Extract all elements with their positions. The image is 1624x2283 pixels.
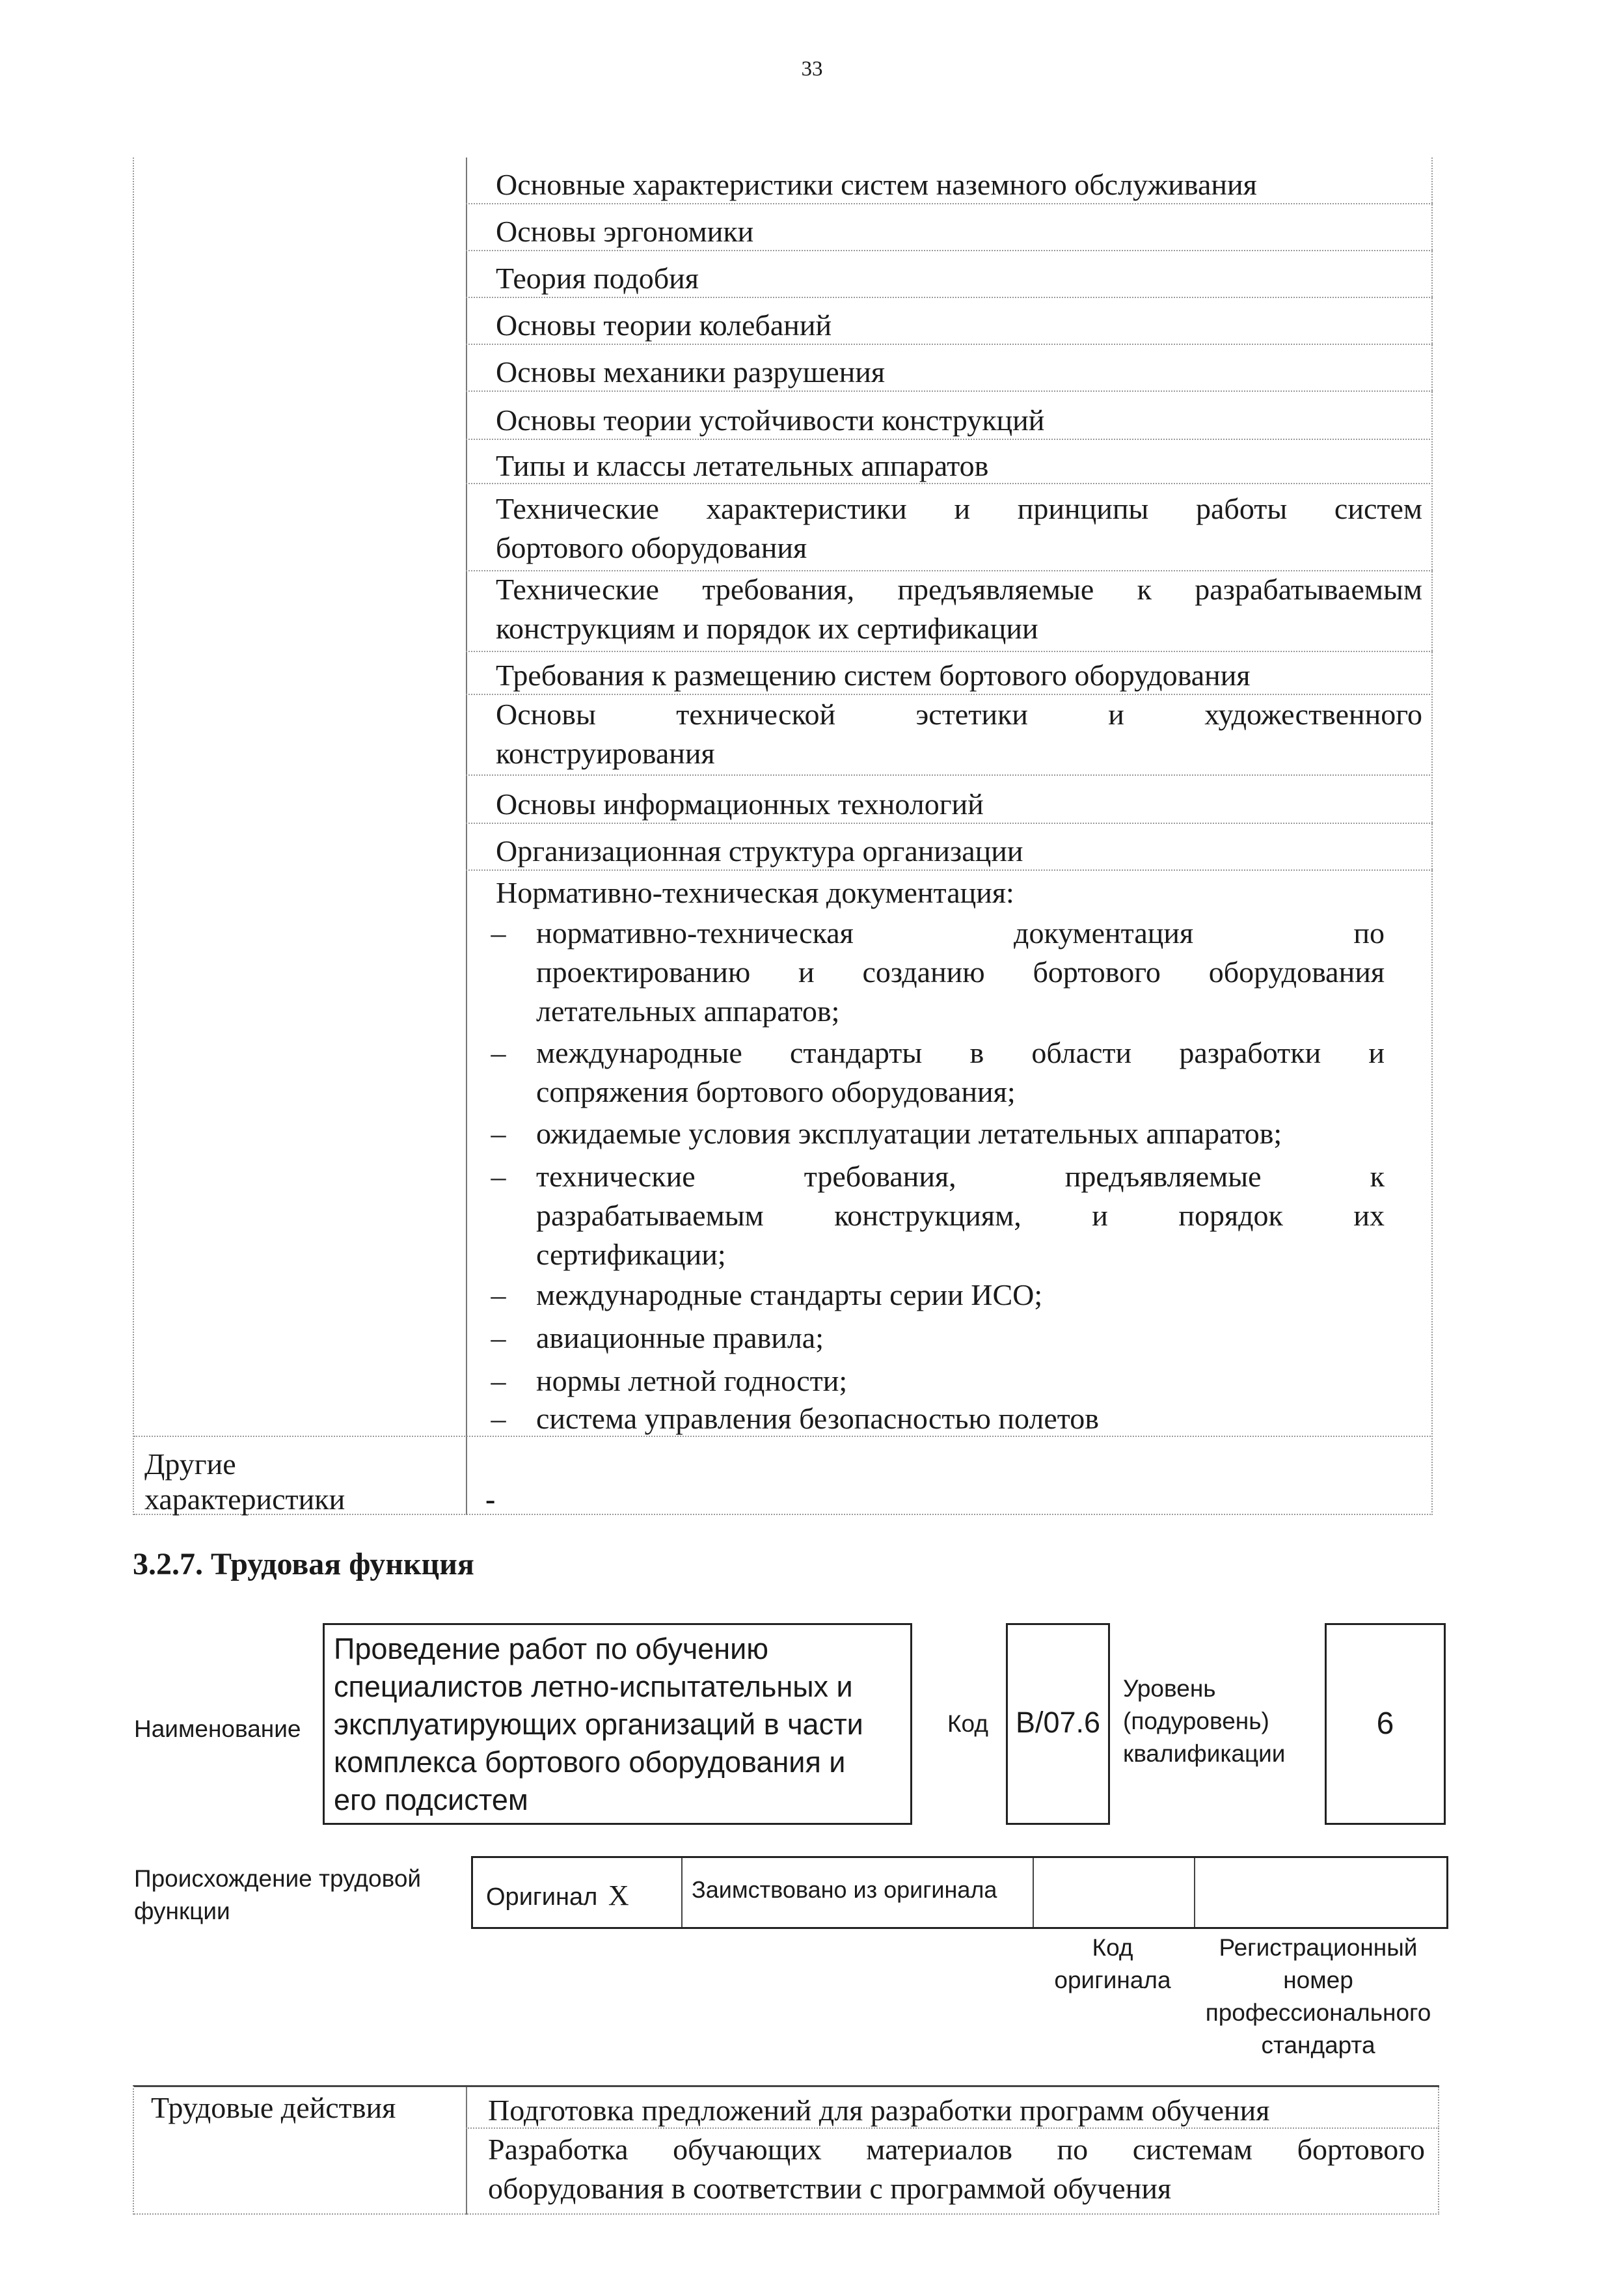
knowledge-item: Основы технической эстетики и художественного	[496, 698, 1422, 731]
knowledge-item: Типы и классы летательных аппаратов	[496, 449, 989, 482]
level-label-line: Уровень	[1123, 1675, 1216, 1702]
cell-divider	[1194, 1858, 1195, 1927]
doc-list-line: международные стандарты серии ИСО;	[536, 1278, 1043, 1311]
knowledge-item: Нормативно-техническая документация:	[496, 876, 1014, 909]
dash-bullet: –	[491, 1117, 506, 1150]
code-label: Код	[947, 1710, 988, 1737]
code-value: B/07.6	[1015, 1706, 1101, 1739]
page-number: 33	[801, 57, 823, 81]
cell-divider	[1033, 1858, 1034, 1927]
original-mark: X	[608, 1880, 629, 1911]
doc-list-line: авиационные правила;	[536, 1321, 824, 1354]
knowledge-item: Основные характеристики систем наземного обслуживания	[496, 168, 1257, 201]
doc-list-line: летательных аппаратов;	[536, 994, 840, 1028]
level-label-line: квалификации	[1123, 1740, 1286, 1767]
knowledge-item: Основы механики разрушения	[496, 355, 886, 389]
caption-line: оригинала	[1054, 1967, 1171, 1993]
level-value: 6	[1376, 1706, 1394, 1741]
level-box	[1325, 1623, 1446, 1825]
caption-line: Код	[1092, 1934, 1133, 1961]
doc-list-line: проектированию и созданию бортового оборудования	[536, 955, 1385, 989]
origin-label-line: Происхождение трудовой	[134, 1865, 422, 1892]
actions-table	[133, 2085, 1439, 2215]
function-name-line: эксплуатирующих организаций в части	[334, 1708, 863, 1741]
doc-list-line: сертификации;	[536, 1238, 726, 1271]
knowledge-item: Требования к размещению систем бортового оборудования	[496, 659, 1251, 692]
dash-bullet: –	[491, 1321, 506, 1354]
doc-list-line: нормы летной годности;	[536, 1364, 848, 1397]
original-cell	[486, 1879, 629, 1912]
origin-label-line: функции	[134, 1898, 230, 1924]
other-label: Другие	[144, 1447, 236, 1481]
action-item-cont: оборудования в соответствии с программой обучения	[488, 2172, 1172, 2205]
action-item: Подготовка предложений для разработки программ обучения	[488, 2094, 1270, 2127]
knowledge-item: Теория подобия	[496, 262, 699, 295]
knowledge-table	[133, 157, 1433, 1515]
column-divider	[466, 157, 467, 1515]
column-divider	[466, 2087, 467, 2215]
caption-line: профессионального	[1205, 1999, 1431, 2026]
other-label: характеристики	[144, 1483, 345, 1516]
doc-list-line: технические требования, предъявляемые к	[536, 1160, 1385, 1193]
knowledge-item: Технические требования, предъявляемые к разрабатываемым	[496, 573, 1422, 606]
table-right-border	[1438, 2087, 1439, 2215]
function-name-line: комплекса бортового оборудования и	[334, 1745, 846, 1779]
borrowed-label: Заимствовано из оригинала	[692, 1876, 997, 1903]
function-name-line: Проведение работ по обучению	[334, 1632, 769, 1665]
doc-list-line: система управления безопасностью полетов	[536, 1402, 1099, 1435]
knowledge-item-cont: конструкциям и порядок их сертификации	[496, 612, 1038, 645]
dash-bullet: –	[491, 916, 506, 950]
function-name-line: его подсистем	[334, 1783, 528, 1816]
level-label-line: (подуровень)	[1123, 1708, 1269, 1734]
knowledge-item: Основы теории устойчивости конструкций	[496, 403, 1045, 437]
doc-list-line: нормативно-техническая документация по	[536, 916, 1385, 950]
doc-list-line: ожидаемые условия эксплуатации летательных аппаратов;	[536, 1117, 1282, 1150]
doc-list-line: разрабатываемым конструкциям, и порядок их	[536, 1199, 1385, 1232]
knowledge-item-cont: конструирования	[496, 737, 715, 770]
section-heading: 3.2.7. Трудовая функция	[133, 1547, 474, 1581]
cell-divider	[681, 1858, 683, 1927]
caption-line: Регистрационный	[1219, 1934, 1418, 1961]
table-right-border	[1431, 157, 1433, 1515]
level-label	[1123, 1673, 1285, 1770]
original-label: Оригинал	[486, 1883, 598, 1911]
other-value: -	[485, 1483, 496, 1516]
dash-bullet: –	[491, 1160, 506, 1193]
function-name-box	[323, 1623, 912, 1825]
caption-line: номер	[1283, 1967, 1353, 1993]
knowledge-item-cont: бортового оборудования	[496, 531, 807, 564]
doc-list-line: международные стандарты в области разработки и	[536, 1036, 1385, 1069]
function-name-line: специалистов летно-испытательных и	[334, 1670, 853, 1703]
action-item: Разработка обучающих материалов по системам бортового	[488, 2133, 1425, 2166]
knowledge-item: Основы информационных технологий	[496, 787, 984, 821]
doc-list-line: сопряжения бортового оборудования;	[536, 1075, 1016, 1108]
origin-row	[471, 1856, 1448, 1929]
dash-bullet: –	[491, 1036, 506, 1069]
caption-line: стандарта	[1261, 2032, 1375, 2058]
code-box	[1006, 1623, 1110, 1825]
dash-bullet: –	[491, 1278, 506, 1311]
knowledge-item: Технические характеристики и принципы работы систем	[496, 492, 1422, 525]
name-label: Наименование	[134, 1716, 301, 1742]
dash-bullet: –	[491, 1364, 506, 1397]
knowledge-item: Основы эргономики	[496, 215, 754, 248]
knowledge-item: Организационная структура организации	[496, 834, 1023, 868]
origin-label	[134, 1863, 421, 1928]
actions-label: Трудовые действия	[151, 2091, 396, 2124]
dash-bullet: –	[491, 1402, 506, 1435]
reg-caption	[1188, 1932, 1448, 2062]
code-caption	[1028, 1932, 1197, 1997]
knowledge-item: Основы теории колебаний	[496, 308, 832, 342]
